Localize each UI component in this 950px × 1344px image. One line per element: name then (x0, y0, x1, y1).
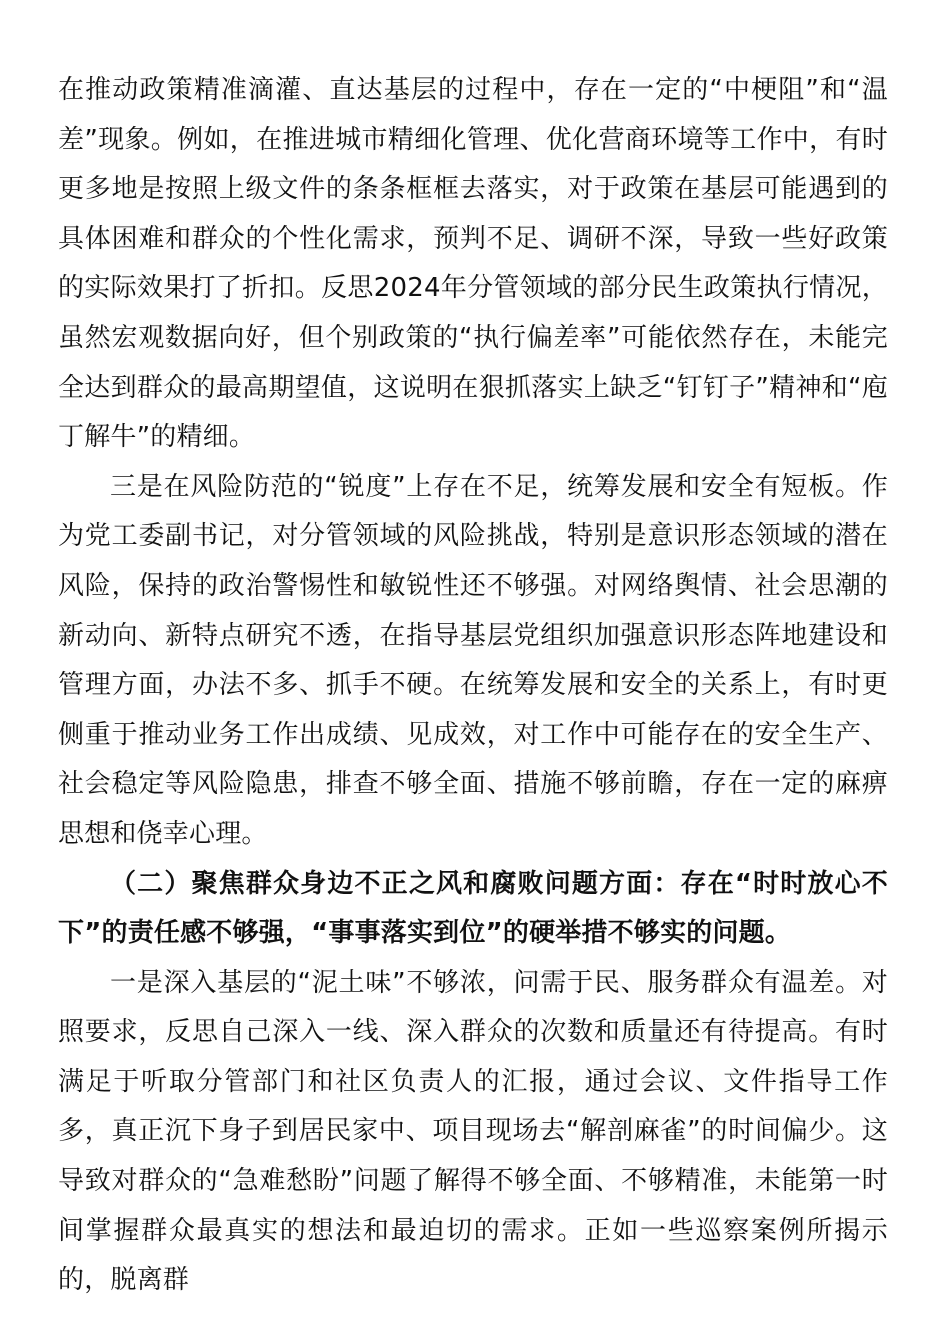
body-paragraph-3: 一是深入基层的“泥土味”不够浓，问需于民、服务群众有温差。对照要求，反思自己深入一线、深入群众的次数和质量还有待提高。有时满足于听取分管部门和社区负责人的汇报，通过会议、文件指导工作多，真正沉下身子到居民家中、项目现场去“解剖麻雀”的时间偏少。这导致对群众的“急难愁盼”问题了解得不够全面、不够精准，未能第一时间掌握群众最真实的想法和最迫切的需求。正如一些巡察案例所揭示的，脱离群 (58, 967, 888, 1296)
section-heading: （二）聚焦群众身边不正之风和腐败问题方面：存在“时时放心不下”的责任感不够强，“事事落实到位”的硬举措不够实的问题。 (58, 868, 888, 949)
body-paragraph-2: 三是在风险防范的“锐度”上存在不足，统筹发展和安全有短板。作为党工委副书记，对分管领域的风险挑战，特别是意识形态领域的潜在风险，保持的政治警惕性和敏锐性还不够强。对网络舆情、社会思潮的新动向、新特点研究不透，在指导基层党组织加强意识形态阵地建设和管理方面，办法不多、抓手不硬。在统筹发展和安全的关系上，有时更侧重于推动业务工作出成绩、见成效，对工作中可能存在的安全生产、社会稳定等风险隐患，排查不够全面、措施不够前瞻，存在一定的麻痹思想和侥幸心理。 (58, 471, 888, 849)
document-page (58, 66, 888, 1306)
body-paragraph-1: 在推动政策精准滴灌、直达基层的过程中，存在一定的“中梗阻”和“温差”现象。例如，在推进城市精细化管理、优化营商环境等工作中，有时更多地是按照上级文件的条条框框去落实，对于政策在基层可能遇到的具体困难和群众的个性化需求，预判不足、调研不深，导致一些好政策的实际效果打了折扣。反思2024年分管领域的部分民生政策执行情况，虽然宏观数据向好，但个别政策的“执行偏差率”可能依然存在，未能完全达到群众的最高期望值，这说明在狠抓落实上缺乏“钉钉子”精神和“庖丁解牛”的精细。 (58, 75, 888, 453)
